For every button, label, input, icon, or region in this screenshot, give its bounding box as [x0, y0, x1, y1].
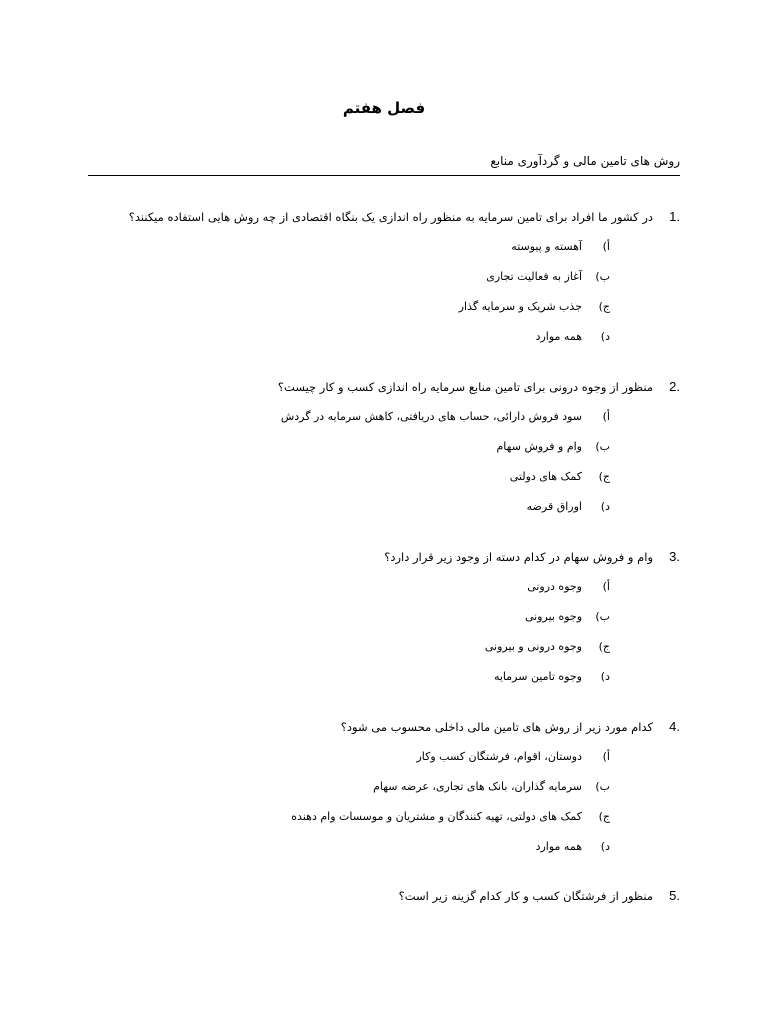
option-text: وجوه درونی [527, 580, 582, 593]
option-letter: ب) [595, 780, 610, 793]
option-text: کمک های دولتی، تهیه کنندگان و مشتریان و موسسات وام دهنده [291, 810, 582, 823]
option-letter: أ) [602, 410, 610, 423]
option-text: کمک های دولتی [509, 470, 582, 483]
option-a [80, 747, 680, 777]
option-a [80, 407, 680, 437]
option-text: وجوه بیرونی [524, 610, 582, 623]
option-text: اوراق قرضه [526, 500, 582, 513]
option-b [80, 777, 680, 807]
option-d [80, 837, 680, 867]
heading-divider [88, 175, 680, 176]
chapter-title: فصل هفتم [342, 99, 426, 117]
question-4 [80, 717, 680, 867]
option-text: آغاز به فعالیت تجاری [486, 270, 582, 283]
question-1 [80, 207, 680, 357]
question-2-line [80, 377, 680, 397]
option-c [80, 807, 680, 837]
question-3-line [80, 547, 680, 567]
option-letter: ب) [595, 440, 610, 453]
question-text: وام و فروش سهام در کدام دسته از وجود زیر قرار دارد؟ [384, 550, 653, 564]
option-text: وام و فروش سهام [496, 440, 582, 453]
option-d [80, 667, 680, 697]
question-number: 1. [669, 209, 680, 224]
option-text: سود فروش دارائی، حساب های دریافتی، کاهش سرمایه در گردش [280, 410, 582, 423]
option-letter: ج) [598, 300, 610, 313]
option-b [80, 607, 680, 637]
option-c [80, 297, 680, 327]
options-list [80, 747, 680, 867]
options-list [80, 237, 680, 357]
option-letter: أ) [602, 580, 610, 593]
option-text: دوستان، اقوام، فرشتگان کسب وکار [416, 750, 582, 763]
question-3 [80, 547, 680, 697]
option-c [80, 467, 680, 497]
question-2 [80, 377, 680, 527]
options-list [80, 407, 680, 527]
question-5-line [80, 886, 680, 906]
option-b [80, 267, 680, 297]
question-text: در کشور ما افراد برای تامین سرمایه به منظور راه اندازی یک بنگاه اقتصادی از چه روش هایی استفاده میکنند؟ [128, 210, 653, 224]
option-text: آهسته و پیوسته [511, 240, 582, 253]
option-letter: ب) [595, 270, 610, 283]
question-4-line [80, 717, 680, 737]
question-number: 2. [669, 379, 680, 394]
option-letter: ب) [595, 610, 610, 623]
option-text: جذب شریک و سرمایه گذار [458, 300, 582, 313]
option-text: وجوه درونی و بیرونی [484, 640, 582, 653]
option-d [80, 497, 680, 527]
section-heading: روش های تامین مالی و گردآوری منابع [490, 154, 680, 168]
option-letter: ج) [598, 470, 610, 483]
option-text: همه موارد [535, 330, 582, 343]
option-letter: د) [600, 500, 610, 513]
question-number: 3. [669, 549, 680, 564]
question-1-line [80, 207, 680, 227]
question-5 [80, 886, 680, 906]
question-text: کدام مورد زیر از روش های تامین مالی داخلی محسوب می شود؟ [340, 720, 653, 734]
option-letter: ج) [598, 640, 610, 653]
option-letter: ج) [598, 810, 610, 823]
option-text: سرمایه گذاران، بانک های تجاری، عرضه سهام [373, 780, 582, 793]
option-text: همه موارد [535, 840, 582, 853]
option-d [80, 327, 680, 357]
question-number: 5. [669, 888, 680, 903]
option-letter: أ) [602, 750, 610, 763]
question-number: 4. [669, 719, 680, 734]
options-list [80, 577, 680, 697]
option-text: وجوه تامین سرمایه [493, 670, 582, 683]
option-a [80, 237, 680, 267]
option-letter: أ) [602, 240, 610, 253]
option-letter: د) [600, 330, 610, 343]
question-text: منظور از فرشتگان کسب و کار کدام گزینه زیر است؟ [398, 889, 653, 903]
question-text: منظور از وجوه درونی برای تامین منابع سرمایه راه اندازی کسب و کار چیست؟ [277, 380, 653, 394]
option-a [80, 577, 680, 607]
option-b [80, 437, 680, 467]
option-letter: د) [600, 670, 610, 683]
option-letter: د) [600, 840, 610, 853]
option-c [80, 637, 680, 667]
